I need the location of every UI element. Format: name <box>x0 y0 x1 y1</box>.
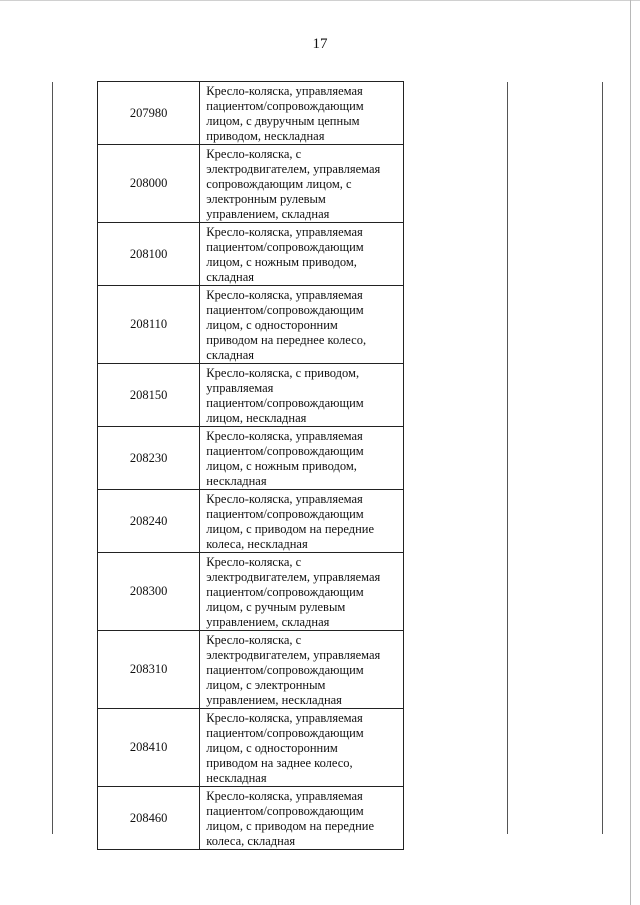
description-line: электродвигателем, управляемая <box>206 570 381 584</box>
description-line: Кресло-коляска, с <box>206 147 302 161</box>
description-line: пациентом/сопровождающим <box>206 507 364 521</box>
description-line: складная <box>206 348 255 362</box>
device-table <box>97 81 404 850</box>
table-row <box>98 286 404 364</box>
table-row <box>98 631 404 709</box>
description-line: складная <box>206 270 255 284</box>
description-line: управлением, складная <box>206 207 330 221</box>
description-line: Кресло-коляска, управляемая <box>206 288 363 302</box>
description-line: приводом, нескладная <box>206 129 325 143</box>
description-line: Кресло-коляска, с приводом, <box>206 366 360 380</box>
description-line: пациентом/сопровождающим <box>206 726 364 740</box>
description-line: приводом на заднее колесо, <box>206 756 353 770</box>
device-description <box>200 787 404 850</box>
table-row <box>98 553 404 631</box>
description-line: колеса, складная <box>206 834 296 848</box>
description-line: лицом, с односторонним <box>206 318 338 332</box>
description-line: Кресло-коляска, управляемая <box>206 789 363 803</box>
page-number: 17 <box>312 36 328 52</box>
device-code: 208240 <box>98 490 200 553</box>
device-description <box>200 490 404 553</box>
description-line: лицом, с ножным приводом, <box>206 459 357 473</box>
device-code: 208100 <box>98 223 200 286</box>
scan-edge-right <box>630 0 631 905</box>
device-description <box>200 709 404 787</box>
table-row <box>98 82 404 145</box>
device-code: 208110 <box>98 286 200 364</box>
device-code: 207980 <box>98 82 200 145</box>
description-line: управляемая <box>206 381 274 395</box>
description-line: пациентом/сопровождающим <box>206 585 364 599</box>
table-row <box>98 787 404 850</box>
device-description <box>200 82 404 145</box>
description-line: приводом на переднее колесо, <box>206 333 367 347</box>
description-line: управлением, нескладная <box>206 693 342 707</box>
description-line: Кресло-коляска, управляемая <box>206 711 363 725</box>
device-code: 208310 <box>98 631 200 709</box>
description-line: пациентом/сопровождающим <box>206 804 364 818</box>
table-row <box>98 364 404 427</box>
description-line: пациентом/сопровождающим <box>206 240 364 254</box>
description-line: пациентом/сопровождающим <box>206 99 364 113</box>
description-line: электродвигателем, управляемая <box>206 162 381 176</box>
device-description <box>200 145 404 223</box>
description-line: лицом, с ручным рулевым <box>206 600 346 614</box>
device-table-body <box>98 82 404 850</box>
description-line: электродвигателем, управляемая <box>206 648 381 662</box>
page-column-line-right <box>602 82 603 834</box>
table-row <box>98 490 404 553</box>
device-description <box>200 286 404 364</box>
device-code: 208410 <box>98 709 200 787</box>
device-code: 208300 <box>98 553 200 631</box>
description-line: управлением, складная <box>206 615 330 629</box>
description-line: Кресло-коляска, управляемая <box>206 225 363 239</box>
description-line: пациентом/сопровождающим <box>206 663 364 677</box>
page-column-line-left <box>52 82 53 834</box>
device-description <box>200 553 404 631</box>
device-description <box>200 631 404 709</box>
description-line: сопровождающим лицом, с <box>206 177 352 191</box>
description-line: нескладная <box>206 771 267 785</box>
description-line: лицом, нескладная <box>206 411 307 425</box>
description-line: лицом, с ножным приводом, <box>206 255 357 269</box>
description-line: пациентом/сопровождающим <box>206 303 364 317</box>
description-line: Кресло-коляска, управляемая <box>206 84 363 98</box>
description-line: пациентом/сопровождающим <box>206 444 364 458</box>
description-line: лицом, с электронным <box>206 678 326 692</box>
description-line: пациентом/сопровождающим <box>206 396 364 410</box>
description-line: Кресло-коляска, с <box>206 555 302 569</box>
device-description <box>200 427 404 490</box>
description-line: колеса, нескладная <box>206 537 308 551</box>
table-row <box>98 709 404 787</box>
device-code: 208230 <box>98 427 200 490</box>
description-line: Кресло-коляска, управляемая <box>206 429 363 443</box>
scan-edge-top <box>0 0 640 1</box>
description-line: Кресло-коляска, управляемая <box>206 492 363 506</box>
device-description <box>200 223 404 286</box>
description-line: лицом, с двуручным цепным <box>206 114 360 128</box>
device-description <box>200 364 404 427</box>
description-line: электронным рулевым <box>206 192 326 206</box>
device-code: 208000 <box>98 145 200 223</box>
table-row <box>98 427 404 490</box>
description-line: лицом, с односторонним <box>206 741 338 755</box>
device-code: 208460 <box>98 787 200 850</box>
description-line: нескладная <box>206 474 267 488</box>
table-row <box>98 223 404 286</box>
description-line: лицом, с приводом на передние <box>206 522 375 536</box>
device-code: 208150 <box>98 364 200 427</box>
description-line: Кресло-коляска, с <box>206 633 302 647</box>
page-column-line-middle <box>507 82 508 834</box>
description-line: лицом, с приводом на передние <box>206 819 375 833</box>
table-row <box>98 145 404 223</box>
